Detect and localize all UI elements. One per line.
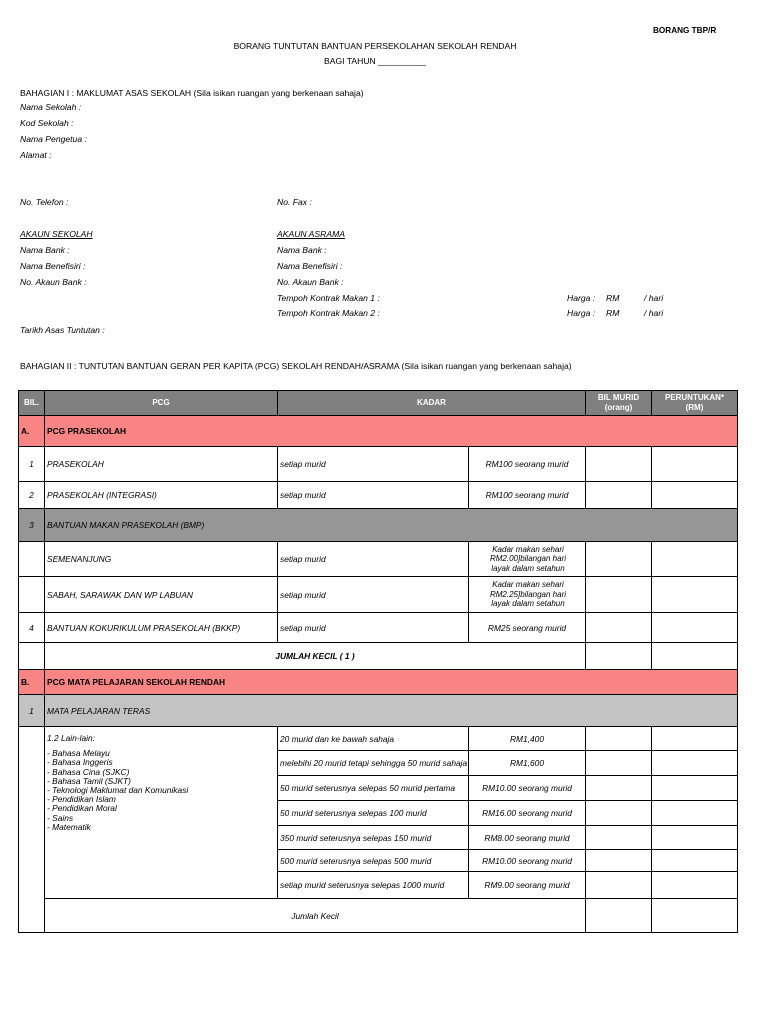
alamat-label: Alamat : xyxy=(20,150,52,160)
table-row: 1 PRASEKOLAH setiap murid RM100 seorang murid xyxy=(19,447,738,482)
lain-lain-list: 1.2 Lain-lain: - Bahasa Melayu - Bahasa Inggeris - Bahasa Cina (SJKC) - Bahasa Tamil (SJKT) - Teknologi Maklumat dan Komunikasi - Pendidikan Islam - Pendidikan Moral - Sains - Matematik xyxy=(45,727,278,899)
harga-2-per-hari: / hari xyxy=(644,308,664,318)
bil-murid-input[interactable] xyxy=(586,751,652,776)
header-kadar: KADAR xyxy=(278,391,586,416)
asrama-nama-bank-label: Nama Bank : xyxy=(277,245,327,255)
part2-heading-line xyxy=(20,361,572,372)
peruntukan-input[interactable] xyxy=(652,801,738,826)
bil-murid-input[interactable] xyxy=(586,727,652,751)
section-a-title: PCG PRASEKOLAH xyxy=(45,416,738,447)
akaun-sekolah-heading: AKAUN SEKOLAH xyxy=(20,229,93,239)
form-title: BORANG TUNTUTAN BANTUAN PERSEKOLAHAN SEKOLAH RENDAH xyxy=(233,41,517,51)
bil-murid-input[interactable] xyxy=(586,850,652,872)
bil-murid-input[interactable] xyxy=(586,447,652,482)
header-peruntukan: PERUNTUKAN* (RM) xyxy=(652,391,738,416)
peruntukan-input[interactable] xyxy=(652,613,738,643)
peruntukan-input[interactable] xyxy=(652,727,738,751)
header-pcg: PCG xyxy=(45,391,278,416)
section-b-code: B. xyxy=(19,670,45,695)
bil-murid-input[interactable] xyxy=(586,542,652,577)
no-telefon-label: No. Telefon : xyxy=(20,197,69,207)
part1-heading-line xyxy=(20,88,364,99)
header-bil: BIL. xyxy=(19,391,45,416)
bil-murid-input[interactable] xyxy=(586,826,652,850)
harga-1-per-hari: / hari xyxy=(644,293,664,303)
table-row: setiap murid seterusnya selepas 1000 murid RM9.00 seorang murid xyxy=(19,872,738,899)
harga-2-rm: RM xyxy=(606,308,620,318)
part2-heading: BAHAGIAN II : TUNTUTAN BANTUAN GERAN PER KAPITA (PCG) SEKOLAH RENDAH/ASRAMA xyxy=(20,361,400,371)
teras-row: 1 MATA PELAJARAN TERAS xyxy=(19,695,738,727)
header-bil-murid: BIL MURID (orang) xyxy=(586,391,652,416)
part1-note: (Sila isikan ruangan yang berkenaan sahaja) xyxy=(193,88,364,98)
peruntukan-input[interactable] xyxy=(652,776,738,801)
sekolah-no-akaun-label: No. Akaun Bank : xyxy=(20,277,87,287)
year-line: BAGI TAHUN __________ xyxy=(324,56,426,66)
table-row: 3 BANTUAN MAKAN PRASEKOLAH (BMP) xyxy=(19,509,738,542)
harga-2-label: Harga : xyxy=(567,308,596,318)
sekolah-nama-benefisiri-label: Nama Benefisiri : xyxy=(20,261,86,271)
section-a-row xyxy=(19,416,738,447)
table-row: 500 murid seterusnya selepas 500 murid RM10.00 seorang murid xyxy=(19,850,738,872)
part1-heading: BAHAGIAN I : MAKLUMAT ASAS SEKOLAH xyxy=(20,88,192,98)
claims-table xyxy=(18,390,738,933)
nama-pengetua-label: Nama Pengetua : xyxy=(20,134,87,144)
table-row: 4 BANTUAN KOKURIKULUM PRASEKOLAH (BKKP) setiap murid RM25 seorang murid xyxy=(19,613,738,643)
section-b-row xyxy=(19,670,738,695)
kontrak-makan-1-label: Tempoh Kontrak Makan 1 : xyxy=(277,293,380,303)
peruntukan-input[interactable] xyxy=(652,542,738,577)
peruntukan-input[interactable] xyxy=(652,447,738,482)
table-row: 50 murid seterusnya selepas 50 murid pertama RM10.00 seorang murid xyxy=(19,776,738,801)
tarikh-asas-label: Tarikh Asas Tuntutan : xyxy=(20,325,105,335)
part2-note: (Sila isikan ruangan yang berkenaan sahaja) xyxy=(401,361,572,371)
asrama-nama-benefisiri-label: Nama Benefisiri : xyxy=(277,261,343,271)
no-fax-label: No. Fax : xyxy=(277,197,312,207)
table-row: 350 murid seterusnya selepas 150 murid RM8.00 seorang murid xyxy=(19,826,738,850)
peruntukan-input[interactable] xyxy=(652,751,738,776)
table-row: SABAH, SARAWAK DAN WP LABUAN setiap murid Kadar makan sehari RM2.25]bilangan hari layak dalam setahun xyxy=(19,577,738,613)
bil-murid-total[interactable] xyxy=(586,643,652,670)
harga-1-label: Harga : xyxy=(567,293,596,303)
jumlah-kecil-1-label: JUMLAH KECIL ( 1 ) xyxy=(45,643,586,670)
akaun-asrama-heading: AKAUN ASRAMA xyxy=(277,229,345,239)
peruntukan-input[interactable] xyxy=(652,872,738,899)
peruntukan-input[interactable] xyxy=(652,577,738,613)
bil-murid-input[interactable] xyxy=(586,613,652,643)
bil-murid-input[interactable] xyxy=(586,482,652,509)
table-header-row xyxy=(19,391,738,416)
bil-murid-input[interactable] xyxy=(586,577,652,613)
peruntukan-input[interactable] xyxy=(652,826,738,850)
sekolah-nama-bank-label: Nama Bank : xyxy=(20,245,70,255)
peruntukan-input[interactable] xyxy=(652,482,738,509)
harga-1-rm: RM xyxy=(606,293,620,303)
table-row: 1.2 Lain-lain: - Bahasa Melayu - Bahasa Inggeris - Bahasa Cina (SJKC) - Bahasa Tamil (SJKT) - Teknologi Maklumat dan Komunikasi - Pendidikan Islam - Pendidikan Moral - Sains - Matematik 20 murid dan ke bawah sahaja RM1,400 xyxy=(19,727,738,751)
peruntukan-total[interactable] xyxy=(652,643,738,670)
kod-sekolah-label: Kod Sekolah : xyxy=(20,118,74,128)
peruntukan-total[interactable] xyxy=(652,899,738,933)
bil-murid-input[interactable] xyxy=(586,872,652,899)
nama-sekolah-label: Nama Sekolah : xyxy=(20,102,82,112)
table-row: 50 murid seterusnya selepas 100 murid RM16.00 seorang murid xyxy=(19,801,738,826)
table-row: 2 PRASEKOLAH (INTEGRASI) setiap murid RM100 seorang murid xyxy=(19,482,738,509)
bil-murid-input[interactable] xyxy=(586,776,652,801)
kontrak-makan-2-label: Tempoh Kontrak Makan 2 : xyxy=(277,308,380,318)
jumlah-kecil-row xyxy=(19,899,738,933)
table-row: melebihi 20 murid tetapi sehingga 50 murid sahaja RM1,600 xyxy=(19,751,738,776)
jumlah-kecil-label: Jumlah Kecil xyxy=(45,899,586,933)
table-row: SEMENANJUNG setiap murid Kadar makan sehari RM2.00]bilangan hari layak dalam setahun xyxy=(19,542,738,577)
jumlah-kecil-1-row xyxy=(19,643,738,670)
asrama-no-akaun-label: No. Akaun Bank : xyxy=(277,277,344,287)
bil-murid-total[interactable] xyxy=(586,899,652,933)
form-code: BORANG TBP/R xyxy=(653,26,717,35)
section-b-title: PCG MATA PELAJARAN SEKOLAH RENDAH xyxy=(45,670,738,695)
section-a-code: A. xyxy=(19,416,45,447)
peruntukan-input[interactable] xyxy=(652,850,738,872)
bil-murid-input[interactable] xyxy=(586,801,652,826)
